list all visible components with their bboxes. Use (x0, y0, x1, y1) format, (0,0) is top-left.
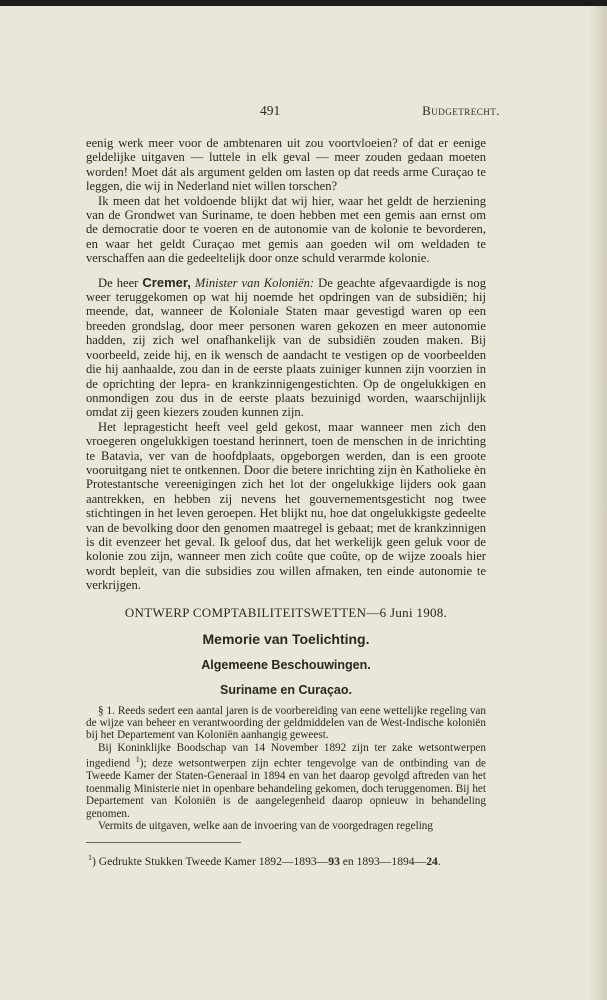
paragraph: Het lepragesticht heeft veel geld gekost, maar wanneer men zich den vroegeren ongelukkigen toestand herinnert, toen de menschen in de inrichting te Batavia, ver van de hoofdplaats, opgeborgen werden, dan is een groote vooruitgang niet te ontkennen. Door die betere inrichting zijn èn Katholieke èn Protestantsche vereenigingen zich het lot der ongelukkige lijders ook gaan aantrekken, en hebben zij nevens het gouvernementsgesticht nog twee stichtingen in het leven geroepen. Het blijkt nu, hoe dat ongelukkigste gedeelte van de bevolking door den genomen maatregel is gebaat; met de krankzinnigen is dit evenzeer het geval. Ik geloof dus, dat het werkelijk geen geluk voor de kolonie zou zijn, wanneer men zich coûte que coûte, op de wijze zooals hier wordt bepleit, van die subsidies zou willen afmaken, ten einde autonomie te verkrijgen. (86, 419, 486, 593)
footnote-number: 93 (328, 855, 340, 869)
speech-paragraph (86, 276, 486, 420)
paragraph: Vermits de uitgaven, welke aan de invoering van de voorgedragen regeling (98, 819, 433, 832)
footnote-number: 24 (426, 855, 438, 869)
heading-suriname: Suriname en Curaçao. (220, 682, 352, 697)
footnote-text: en 1893—1894— (339, 855, 427, 869)
footnote-divider (86, 842, 241, 843)
section-title: ONTWERP COMPTABILITEITSWETTEN—6 Juni 1908. (124, 604, 448, 620)
paragraph-text: Bij Koninklijke Boodschap van 14 November 1892 zijn ter zake wetsontwerpen ingediend (86, 741, 486, 770)
heading-memorie: Memorie van Toelichting. (202, 630, 370, 647)
footnote (86, 851, 486, 868)
body-text (86, 136, 486, 868)
speech-text: De geachte afgevaardigde is nog weer teruggekomen op wat hij noemde het opdringen van de subsidiën; hij meende, dat, wanneer de Koloniale Staten maar gevestigd waren op een breeden grondslag, door meer personen waren gekozen en meer autonomie hadden, zij zich wel onafhankelijk van de subsidiën zouden maken. Bij voorbeeld, zeide hij, en ik wensch de aandacht te vestigen op de voorbeelden die hij aanhaalde, zou dan in de eerste plaats zuiniger kunnen zijn voorzien in de oprichting der lepra- en krankzinnigengestichten. Op de ongelukkigen en onmondigen zou dus in de eerste plaats bezuinigd worden, waarschijnlijk omdat zij geen kiezers zouden kunnen zijn. (86, 275, 486, 420)
running-head: Budgetrecht. (422, 103, 500, 118)
footnote-marker: 1 (88, 853, 92, 863)
speaker-name: Cremer, (142, 274, 191, 290)
footnote-text: ) Gedrukte Stukken Tweede Kamer 1892—1893— (92, 855, 329, 869)
footnote-text: . (437, 855, 441, 869)
heading-algemeene: Algemeene Beschouwingen. (201, 657, 371, 672)
paragraph (86, 742, 486, 820)
page-number: 491 (260, 103, 281, 118)
footnote-reference: 1 (135, 755, 140, 765)
speech-intro: De heer (98, 275, 139, 290)
speaker-role: Minister van Koloniën: (194, 275, 315, 290)
paragraph: § 1. Reeds sedert een aantal jaren is de voorbereiding van eene wettelijke regeling van de wijze van beheer en verantwoording der geldmiddelen van de West-Indische koloniën bij het Departement van Koloniën aanhangig geweest. (86, 704, 486, 742)
page-header (86, 103, 500, 123)
paragraph: Ik meen dat het voldoende blijkt dat wij hier, waar het geldt de herziening van de Grondwet van Suriname, te doen hebben met een gemis aan ernst om de democratie door te voeren en de autonomie van de kolonie te bevorderen, en waar het geldt Curaçao met gemis aan goeden wil om weldaden te verschaffen aan die gedeeltelijk door onze schuld verarmde kolonie. (86, 193, 486, 266)
paragraph: eenig werk meer voor de ambtenaren uit zou voortvloeien? of dat er eenige geldelijke uitgaven — luttele in elk geval — meer zouden gedaan moeten worden! Moet dát als argument gelden om lasten op dat reeds arme Curaçao te leggen, die wij in Nederland niet willen torschen? (86, 136, 486, 194)
paragraph-text: ); deze wetsontwerpen zijn echter tengevolge van de ontbinding van de Tweede Kamer der Staten-Generaal in 1894 en van het daarop gevolgd aftreden van het toenmalig Ministerie niet in openbare behandeling gekomen, doch teruggenomen. Bij het Departement van Koloniën is de aangelegenheid daarop opnieuw in behandeling genomen. (86, 757, 487, 820)
